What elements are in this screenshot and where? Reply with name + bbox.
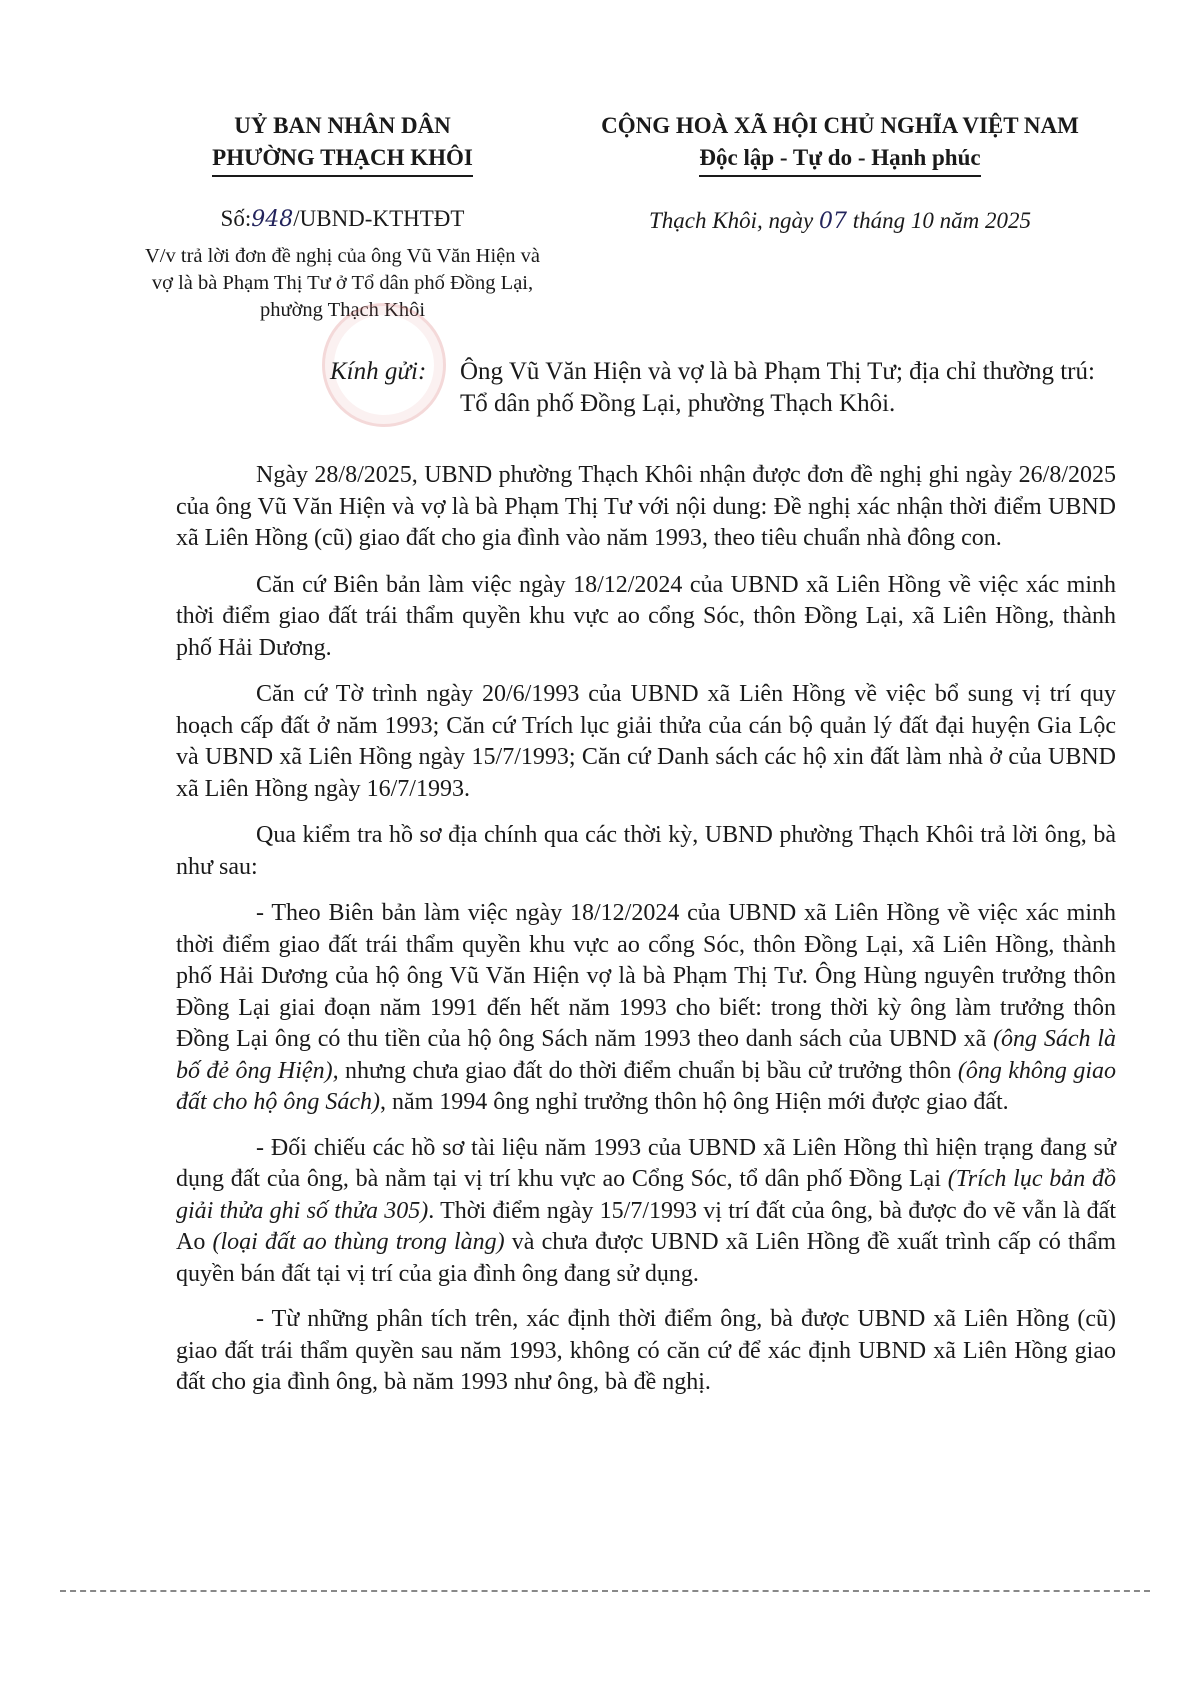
p5-text-a: - Theo Biên bản làm việc ngày 18/12/2024 của UBND xã Liên Hồng về việc xác minh thời điểm giao đất trái thẩm quyền khu vực ao cổng Sóc, thôn Đồng Lại, xã Liên Hồng, thành phố Hải Dương của hộ ông Vũ Văn Hiện vợ là bà Phạm Thị Tư. Ông Hùng nguyên trưởng thôn Đồng Lại giai đoạn năm 1991 đến hết năm 1993 cho biết: trong thời kỳ ông làm trưởng thôn Đồng Lại ông có thu tiền của hộ ông Sách năm 1993 theo danh sách của UBND xã xyxy=(176,900,1116,1052)
national-title xyxy=(560,110,1120,177)
doc-number-suffix: /UBND-KTHTĐT xyxy=(293,206,465,231)
p6-text-b: . Thời điểm ngày 15/7/1993 vị trí đất của ông, bà được đo vẽ vẫn là đất Ao xyxy=(176,1197,1116,1255)
page-bottom-dashed-line xyxy=(60,1590,1150,1592)
p6-text-a: - Đối chiếu các hồ sơ tài liệu năm 1993 của UBND xã Liên Hồng thì hiện trạng đang sử dụng đất của ông, bà nằm tại vị trí khu vực ao Cổng Sóc, tổ dân phố Đồng Lại xyxy=(176,1134,1116,1192)
paragraph-4: Qua kiểm tra hồ sơ địa chính qua các thời kỳ, UBND phường Thạch Khôi trả lời ông, bà như sau: xyxy=(176,822,1116,880)
doc-number-prefix: Số: xyxy=(220,206,252,231)
recipient-block xyxy=(330,356,1110,420)
paragraph-1: Ngày 28/8/2025, UBND phường Thạch Khôi nhận được đơn đề nghị ghi ngày 26/8/2025 của ông Vũ Văn Hiện và vợ là bà Phạm Thị Tư với nội dung: Đề nghị xác nhận thời điểm UBND xã Liên Hồng (cũ) giao đất cho gia đình vào năm 1993, theo tiêu chuẩn nhà đông con. xyxy=(176,462,1116,551)
handwritten-day: 07 xyxy=(818,209,847,234)
p5-italic-2: (ông không giao đất cho hộ ông Sách) xyxy=(176,1057,1117,1115)
p5-text-b: nhưng chưa giao đất do thời điểm chuẩn bị bầu cử trưởng thôn xyxy=(338,1057,958,1084)
paragraph-2: Căn cứ Biên bản làm việc ngày 18/12/2024 của UBND xã Liên Hồng về việc xác minh thời điểm giao đất trái thẩm quyền khu vực ao cổng Sóc, thôn Đồng Lại, xã Liên Hồng, thành phố Hải Dương. xyxy=(176,571,1116,661)
p6-italic-2: (loại đất ao thùng trong làng) xyxy=(212,1229,505,1255)
handwritten-number: 948 xyxy=(251,207,294,232)
paragraph-3: Căn cứ Tờ trình ngày 20/6/1993 của UBND xã Liên Hồng về việc bổ sung vị trí quy hoạch cấp đất ở năm 1993; Căn cứ Trích lục giải thửa của cán bộ quản lý đất đại huyện Gia Lộc và UBND xã Liên Hồng ngày 15/7/1993; Căn cứ Danh sách các hộ xin đất làm nhà ở của UBND xã Liên Hồng ngày 16/7/1993. xyxy=(176,681,1116,802)
recipient-text: Ông Vũ Văn Hiện và vợ là bà Phạm Thị Tư; địa chỉ thường trú: Tổ dân phố Đồng Lại, phường Thạch Khôi. xyxy=(460,358,1095,417)
agency-line-1: UỶ BAN NHÂN DÂN xyxy=(234,113,451,138)
date-prefix: Thạch Khôi, ngày xyxy=(649,208,819,233)
p6-italic-1: (Trích lục bản đồ giải thửa ghi số thửa 305) xyxy=(176,1166,1116,1224)
document-number xyxy=(160,206,525,232)
agency-line-2: PHƯỜNG THẠCH KHÔI xyxy=(212,142,473,177)
paragraph-5 xyxy=(176,898,1116,1119)
paragraph-7: - Từ những phân tích trên, xác định thời điểm ông, bà được UBND xã Liên Hồng (cũ) giao đất trái thẩm quyền sau năm 1993, không có căn cứ để xác định UBND xã Liên Hồng giao đất cho gia đình ông, bà năm 1993 như ông, bà đề nghị. xyxy=(176,1306,1116,1395)
paragraph-6 xyxy=(176,1133,1116,1291)
p6-text-c: và chưa được UBND xã Liên Hồng đề xuất trình cấp có thẩm quyền bán đất tại vị trí của gia đình ông đang sử dụng. xyxy=(176,1229,1116,1287)
p5-text-c: , năm 1994 ông nghỉ trưởng thôn hộ ông Hiện mới được giao đất. xyxy=(379,1089,1009,1115)
national-motto: Độc lập - Tự do - Hạnh phúc xyxy=(699,142,980,177)
issuing-agency xyxy=(160,110,525,177)
document-date xyxy=(560,208,1120,234)
recipient-label: Kính gửi: xyxy=(330,358,427,385)
date-suffix: tháng 10 năm 2025 xyxy=(846,208,1031,233)
letter-body xyxy=(176,460,1116,1413)
country-name: CỘNG HOÀ XÃ HỘI CHỦ NGHĨA VIỆT NAM xyxy=(601,113,1079,138)
document-subject: V/v trả lời đơn đề nghị của ông Vũ Văn Hiện và vợ là bà Phạm Thị Tư ở Tổ dân phố Đồng Lại, phường Thạch Khôi xyxy=(145,245,540,321)
p5-italic-1: (ông Sách là bố đẻ ông Hiện), xyxy=(176,1026,1116,1084)
